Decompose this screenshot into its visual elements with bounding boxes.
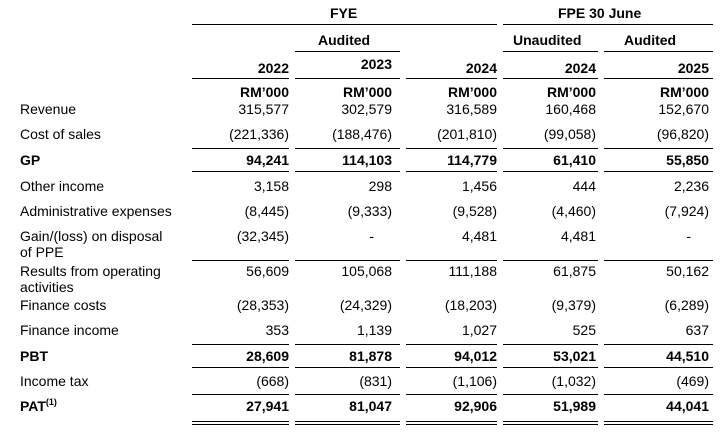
rule-pbt2-c3 [406,367,497,368]
row-label-income-tax: Income tax [20,373,89,389]
row-label-pat-footnote: (1) [45,397,57,407]
rule-gp2-c5 [604,171,713,172]
year-2024-fpe: 2024 [564,60,596,76]
row-label-revenue: Revenue [20,101,77,117]
row-label-finance-costs: Finance costs [20,297,107,313]
table-cell: (469) [676,373,709,389]
unit-col-2: RM’000 [342,84,392,100]
rule-rfo-c1 [192,260,289,261]
double-rule-c4 [503,421,598,425]
table-cell: 44,510 [666,348,709,364]
rule-pbt2-c4 [503,367,598,368]
table-cell: (7,924) [664,203,709,219]
table-cell: (9,528) [452,203,497,219]
rule-pbt-c1 [192,344,289,345]
table-cell: 152,670 [658,101,709,117]
rule-pbt2-c1 [192,367,289,368]
table-cell: 1,139 [356,322,392,338]
rule-gp-c1 [192,148,289,149]
rule-pbt-c4 [503,344,598,345]
year-rule-3 [406,78,497,79]
unit-col-3: RM’000 [447,84,497,100]
table-cell: (96,820) [656,126,709,142]
table-cell: (6,289) [664,297,709,313]
header-audited-fpe: Audited [624,32,677,48]
table-cell: 4,481 [560,228,596,244]
table-cell: (24,329) [339,297,392,313]
header-fpe-rule [503,24,713,25]
table-cell: (4,460) [551,203,596,219]
rule-pat-c2 [295,394,400,395]
unit-col-4: RM’000 [546,84,596,100]
rule-rfo-c2 [295,260,400,261]
table-cell: 81,878 [349,348,392,364]
table-cell: 56,609 [246,263,289,279]
table-cell: 2,236 [673,178,709,194]
double-rule-c2 [295,421,400,425]
rule-pat-c4 [503,394,598,395]
table-cell: (18,203) [444,297,497,313]
table-cell: 114,779 [447,152,497,168]
header-fye-rule [192,24,497,25]
rule-pbt-c3 [406,344,497,345]
rule-pbt2-c2 [295,367,400,368]
header-fpe: FPE 30 June [558,5,642,21]
table-cell: 1,456 [461,178,497,194]
year-2023: 2023 [360,56,392,72]
year-2022: 2022 [257,60,289,76]
unit-col-5: RM’000 [659,84,709,100]
table-cell: - [369,228,374,244]
table-cell: (9,379) [551,297,596,313]
rule-gp-c4 [503,148,598,149]
table-cell: (221,336) [229,126,289,142]
row-label-admin-expenses: Administrative expenses [20,203,172,219]
unaudited-rule [503,51,598,52]
table-cell: 51,989 [553,398,596,414]
row-label-pbt: PBT [20,348,48,364]
table-cell: (1,106) [452,373,497,389]
row-label-gain-loss-disposal-cont: of PPE [20,244,64,260]
rule-pbt2-c5 [604,367,713,368]
table-cell: 525 [572,322,596,338]
table-cell: - [686,228,691,244]
row-label-gp: GP [20,152,41,168]
table-cell: 160,468 [545,101,596,117]
year-2024-fye: 2024 [465,60,497,76]
table-cell: 1,027 [461,322,497,338]
table-cell: 44,041 [666,398,709,414]
table-cell: 55,850 [666,152,709,168]
row-label-finance-income: Finance income [20,322,119,338]
rule-gp2-c4 [503,171,598,172]
header-unaudited: Unaudited [513,32,582,48]
table-cell: 353 [265,322,289,338]
year-rule-4 [503,78,598,79]
row-label-other-income: Other income [20,178,105,194]
table-cell: 637 [685,322,709,338]
table-cell: 444 [572,178,596,194]
audited-fye-rule [295,51,400,52]
table-cell: 105,068 [341,263,392,279]
table-cell: (188,476) [332,126,392,142]
rule-rfo-c4 [503,260,598,261]
rule-gp-c2 [295,148,400,149]
table-cell: 94,241 [246,152,289,168]
table-cell: 61,875 [553,263,596,279]
table-cell: 302,579 [341,101,392,117]
table-cell: (9,333) [347,203,392,219]
rule-pat-c1 [192,394,289,395]
table-cell: 81,047 [349,398,392,414]
audited-fpe-rule [604,51,713,52]
rule-gp-c5 [604,148,713,149]
table-cell: 92,906 [454,398,497,414]
table-cell: 50,162 [666,263,709,279]
table-cell: 27,941 [246,398,289,414]
table-cell: (1,032) [551,373,596,389]
double-rule-c1 [192,421,289,425]
year-rule-2 [295,78,400,79]
year-rule-1 [192,78,289,79]
table-cell: 315,577 [238,101,289,117]
rule-rfo-c5 [604,260,713,261]
rule-pat-c3 [406,394,497,395]
row-label-gain-loss-disposal: Gain/(loss) on disposal [20,228,163,244]
table-cell: 298 [368,178,392,194]
rule-pbt-c5 [604,344,713,345]
year-rule-5 [604,78,713,79]
row-label-results-operating: Results from operating [20,263,161,279]
table-cell: (668) [256,373,289,389]
rule-pbt-c2 [295,344,400,345]
row-label-pat-text: PAT [20,398,46,414]
table-cell: 61,410 [553,152,596,168]
table-cell: (32,345) [236,228,289,244]
row-label-cost-of-sales: Cost of sales [20,126,101,142]
table-cell: 94,012 [454,348,497,364]
rule-pat-c5 [604,394,713,395]
table-cell: (99,058) [543,126,596,142]
table-cell: 53,021 [553,348,596,364]
double-rule-c5 [604,421,713,425]
rule-gp2-c1 [192,171,289,172]
table-cell: (28,353) [236,297,289,313]
row-label-results-operating-cont: activities [20,279,74,295]
rule-gp-c3 [406,148,497,149]
rule-gp2-c3 [406,171,497,172]
table-cell: 28,609 [246,348,289,364]
row-label-pat [20,398,57,414]
table-cell: 3,158 [253,178,289,194]
table-cell: (8,445) [244,203,289,219]
rule-gp2-c2 [295,171,400,172]
table-cell: 111,188 [448,263,497,279]
table-cell: (831) [359,373,392,389]
year-2025: 2025 [677,60,709,76]
table-cell: 114,103 [342,152,392,168]
table-cell: 316,589 [446,101,497,117]
header-audited-fye: Audited [318,32,371,48]
table-cell: 4,481 [461,228,497,244]
table-cell: (201,810) [437,126,497,142]
rule-rfo-c3 [406,260,497,261]
double-rule-c3 [406,421,497,425]
unit-col-1: RM’000 [239,84,289,100]
header-fye: FYE [330,5,358,21]
